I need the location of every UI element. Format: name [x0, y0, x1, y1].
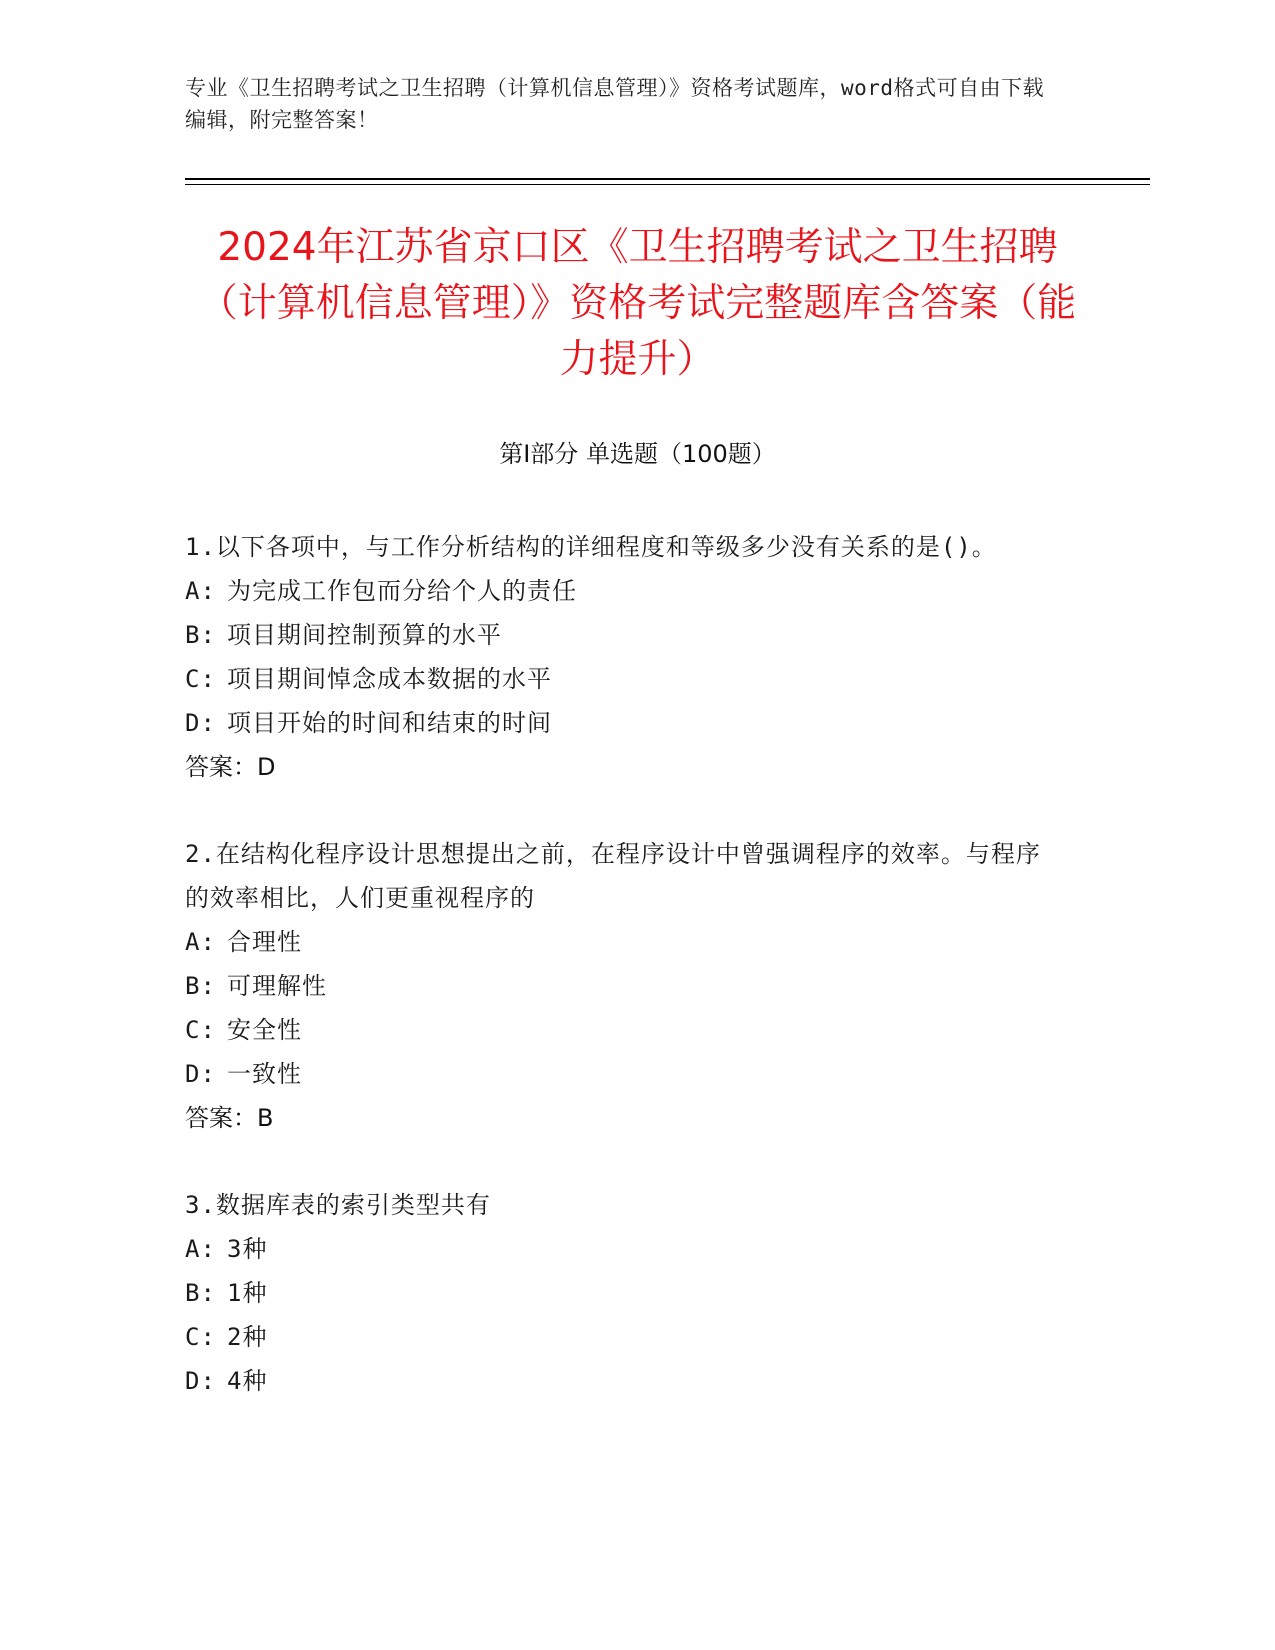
answer-line: 答案：D [185, 753, 276, 781]
option-text: 3种 [227, 1235, 268, 1263]
option-letter: A: [185, 928, 216, 956]
option-letter: D: [185, 1060, 216, 1088]
option-a [185, 569, 1065, 613]
option-letter: B: [185, 621, 216, 649]
header-note: 专业《卫生招聘考试之卫生招聘（计算机信息管理）》资格考试题库，word格式可自由下载编辑，附完整答案！ [185, 76, 1045, 132]
question-stem: 3.数据库表的索引类型共有 [185, 1191, 491, 1219]
option-a [185, 920, 1065, 964]
option-text: 项目期间悼念成本数据的水平 [227, 665, 552, 693]
question-3 [185, 1183, 1065, 1403]
option-text: 安全性 [227, 1016, 302, 1044]
option-c [185, 657, 1065, 701]
question-1 [185, 525, 1065, 789]
header-divider-thick [185, 178, 1150, 180]
question-stem: 1.以下各项中，与工作分析结构的详细程度和等级多少没有关系的是()。 [185, 533, 997, 561]
option-letter: B: [185, 972, 216, 1000]
option-letter: C: [185, 1016, 216, 1044]
question-list [185, 525, 1065, 1446]
option-letter: B: [185, 1279, 216, 1307]
option-d [185, 701, 1065, 745]
document-title: 2024年江苏省京口区《卫生招聘考试之卫生招聘（计算机信息管理）》资格考试完整题库含答案（能力提升） [198, 225, 1077, 382]
option-text: 2种 [227, 1323, 268, 1351]
answer-line: 答案：B [185, 1104, 274, 1132]
option-letter: D: [185, 1367, 216, 1395]
option-c [185, 1315, 1065, 1359]
option-letter: A: [185, 577, 216, 605]
option-letter: C: [185, 1323, 216, 1351]
option-a [185, 1227, 1065, 1271]
header-divider-thin [185, 184, 1150, 185]
option-d [185, 1052, 1065, 1096]
option-text: 1种 [227, 1279, 268, 1307]
option-b [185, 1271, 1065, 1315]
option-letter: A: [185, 1235, 216, 1263]
question-2 [185, 832, 1065, 1140]
option-text: 项目期间控制预算的水平 [227, 621, 502, 649]
option-text: 可理解性 [227, 972, 327, 1000]
option-c [185, 1008, 1065, 1052]
option-text: 为完成工作包而分给个人的责任 [227, 577, 577, 605]
option-letter: D: [185, 709, 216, 737]
option-d [185, 1359, 1065, 1403]
option-text: 4种 [227, 1367, 268, 1395]
option-text: 项目开始的时间和结束的时间 [227, 709, 552, 737]
option-text: 合理性 [227, 928, 302, 956]
section-heading: 第I部分 单选题（100题） [499, 440, 776, 468]
option-b [185, 613, 1065, 657]
option-b [185, 964, 1065, 1008]
option-letter: C: [185, 665, 216, 693]
option-text: 一致性 [227, 1060, 302, 1088]
question-stem: 2.在结构化程序设计思想提出之前，在程序设计中曾强调程序的效率。与程序的效率相比，人们更重视程序的 [185, 840, 1041, 912]
